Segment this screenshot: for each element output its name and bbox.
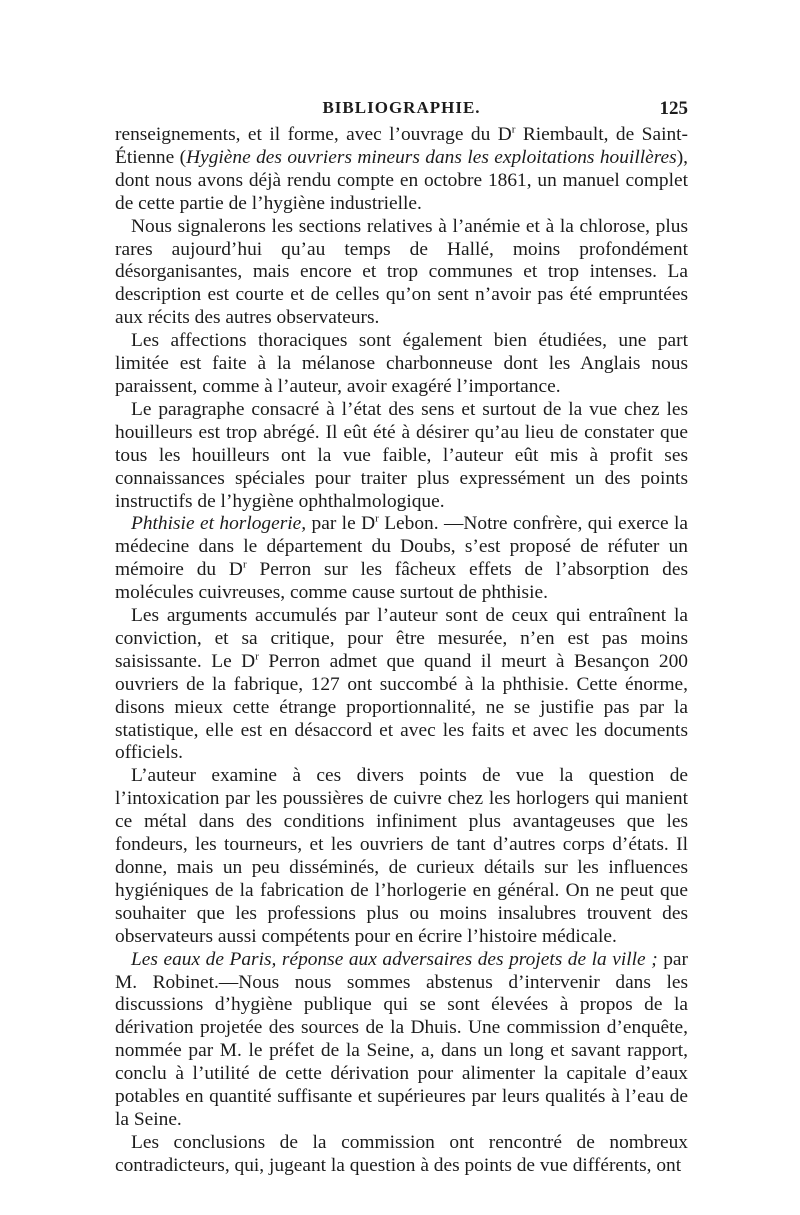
review-title-italic: Les eaux de Paris, réponse aux adversaires des projets de la ville ; — [131, 948, 658, 970]
paragraph-5 — [115, 513, 688, 605]
paragraph-9: Les conclusions de la commission ont rencontré de nombreux contradicteurs, qui, jugeant la question à des points de vue différents, ont — [115, 1131, 688, 1176]
paragraph-6-text-a: Les arguments accumulés par l’auteur sont de ceux qui entraînent la conviction, et sa critique, pour être mesurée, n’en est pas moins saisissante. Le D — [115, 605, 688, 672]
paragraph-8 — [115, 949, 688, 1132]
running-head: BIBLIOGRAPHIE. — [322, 98, 481, 117]
paragraph-4: Le paragraphe consacré à l’état des sens et surtout de la vue chez les houilleurs est trop abrégé. Il eût été à désirer qu’au lieu de constater que tous les houilleurs ont la vue faible, l’auteur eût mis à profit ses connaissances spéciales pour traiter plus expressément un des points instructifs de l’hygiène ophthalmologique. — [115, 398, 688, 512]
paragraph-2: Nous signalerons les sections relatives à l’anémie et à la chlorose, plus rares aujourd’hui qu’au temps de Hallé, moins profondément désorganisantes, mais encore et trop communes et trop intenses. La description est courte et de celles qu’on sent n’avoir pas été empruntées aux récits des autres observateurs. — [115, 215, 688, 329]
superscript: r — [255, 650, 259, 663]
superscript: r — [375, 512, 379, 525]
paragraph-5-text-c: Perron sur les fâcheux effets de l’absorption des molécules cuivreuses, comme cause surtout de phthisie. — [115, 559, 688, 604]
book-title-italic: Hygiène des ouvriers mineurs dans les exploitations houillères — [186, 146, 677, 168]
paragraph-1 — [115, 124, 688, 216]
paragraph-6-text-b: Perron admet que quand il meurt à Besançon 200 ouvriers de la fabrique, 127 ont succombé à la phthisie. Cette énorme, disons mieux cette étrange proportionnalité, ne se justifie pas par la statistique, elle est en désaccord et avec les faits et avec les documents officiels. — [115, 650, 688, 764]
paragraph-8-text: par M. Robinet.—Nous nous sommes abstenus d’intervenir dans les discussions d’hygiène publique qui se sont élevées à propos de la dérivation projetée des sources de la Dhuis. Une commission d’enquête, nommée par M. le préfet de la Seine, a, dans un long et savant rapport, conclu à l’utilité de cette dérivation pour alimenter la capitale d’eaux potables en quantité suffisante et supérieures par leurs qualités à l’eau de la Seine. — [115, 948, 688, 1130]
paragraph-5-text-b: Lebon. —Notre confrère, qui exerce la médecine dans le département du Doubs, s’est proposé de réfuter un mémoire du D — [115, 513, 688, 581]
review-title-italic: Phthisie et horlogerie, — [131, 513, 307, 535]
superscript: r — [511, 123, 516, 136]
paragraph-5-text-a: par le D — [306, 513, 376, 535]
paragraph-3: Les affections thoraciques sont également bien étudiées, une part limitée est faite à la mélanose charbonneuse dont les Anglais nous paraissent, comme à l’auteur, avoir exagéré l’importance. — [115, 330, 688, 397]
superscript: r — [242, 558, 247, 571]
page-number: 125 — [659, 98, 688, 119]
paragraph-7: L’auteur examine à ces divers points de vue la question de l’intoxication par les poussières de cuivre chez les horlogers qui manient ce métal dans des conditions infiniment plus avantageuses que les fondeurs, les tourneurs, et les ouvriers de tant d’autres corps d’états. Il donne, mais un peu disséminés, de curieux détails sur les influences hygiéniques de la fabrication de l’horlogerie en général. On ne peut que souhaiter que les professions plus ou moins insalubres trouvent des observateurs aussi compétents pour en écrire l’histoire médicale. — [115, 765, 688, 947]
page-body — [115, 124, 688, 1178]
paragraph-1-text-c: ), dont nous avons déjà rendu compte en octobre 1861, un manuel complet de cette partie de l’hygiène industrielle. — [115, 146, 688, 214]
paragraph-1-text-b: Riembault, de Saint-Étienne ( — [115, 124, 689, 168]
paragraph-1-text-a: renseignements, et il forme, avec l’ouvrage du D — [115, 124, 512, 145]
paragraph-6 — [115, 605, 688, 765]
